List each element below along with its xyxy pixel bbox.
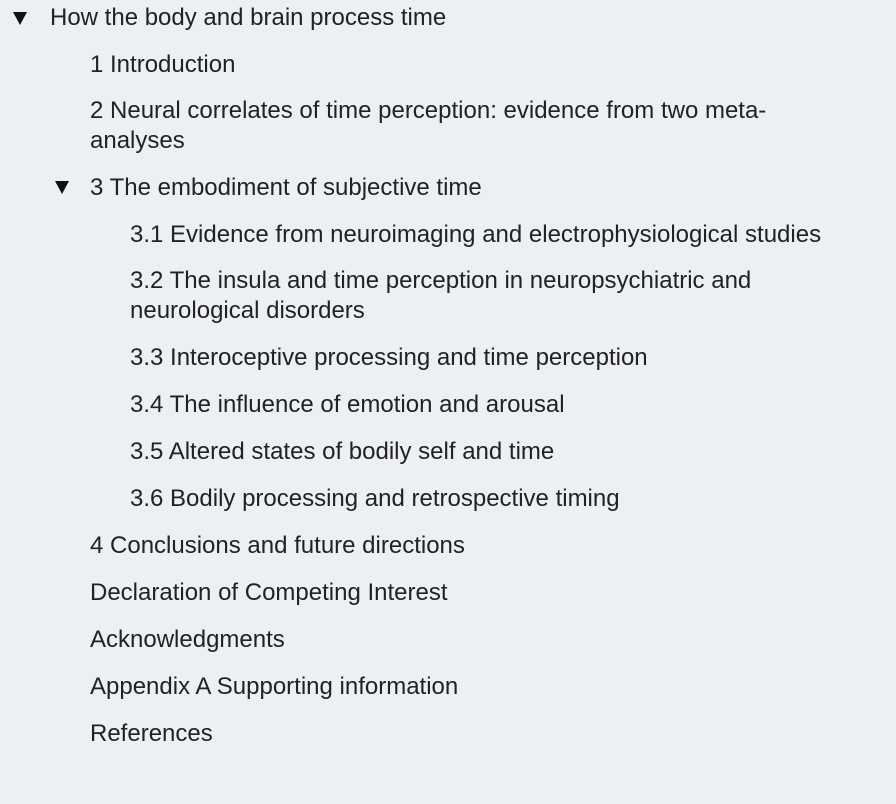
toc-subitem-3-4[interactable]: 3.4 The influence of emotion and arousal: [130, 391, 565, 418]
toc-item-introduction[interactable]: 1 Introduction: [90, 51, 236, 78]
toc-item-conclusions[interactable]: 4 Conclusions and future directions: [90, 532, 465, 559]
toc-subitem-3-1[interactable]: 3.1 Evidence from neuroimaging and electrophysiological studies: [130, 221, 822, 248]
disclosure-triangle-down-icon[interactable]: [13, 12, 27, 25]
toc-item-appendix-a[interactable]: Appendix A Supporting information: [90, 673, 459, 700]
toc-subitem-3-5[interactable]: 3.5 Altered states of bodily self and time: [130, 438, 555, 465]
disclosure-triangle-down-icon[interactable]: [55, 181, 69, 194]
toc-item-competing-interest[interactable]: Declaration of Competing Interest: [90, 579, 448, 606]
toc-item-neural-correlates[interactable]: 2 Neural correlates of time perception: evidence from two meta-analyses: [90, 97, 767, 154]
toc-subitem-3-2[interactable]: 3.2 The insula and time perception in neuropsychiatric and neurological disorders: [130, 267, 752, 324]
toc-subitem-3-6[interactable]: 3.6 Bodily processing and retrospective timing: [130, 485, 620, 512]
toc-item-references[interactable]: References: [90, 720, 213, 747]
toc-root-title[interactable]: How the body and brain process time: [50, 4, 447, 31]
toc-item-embodiment[interactable]: 3 The embodiment of subjective time: [90, 174, 482, 201]
toc-subitem-3-3[interactable]: 3.3 Interoceptive processing and time perception: [130, 344, 648, 371]
toc-item-acknowledgments[interactable]: Acknowledgments: [90, 626, 285, 653]
